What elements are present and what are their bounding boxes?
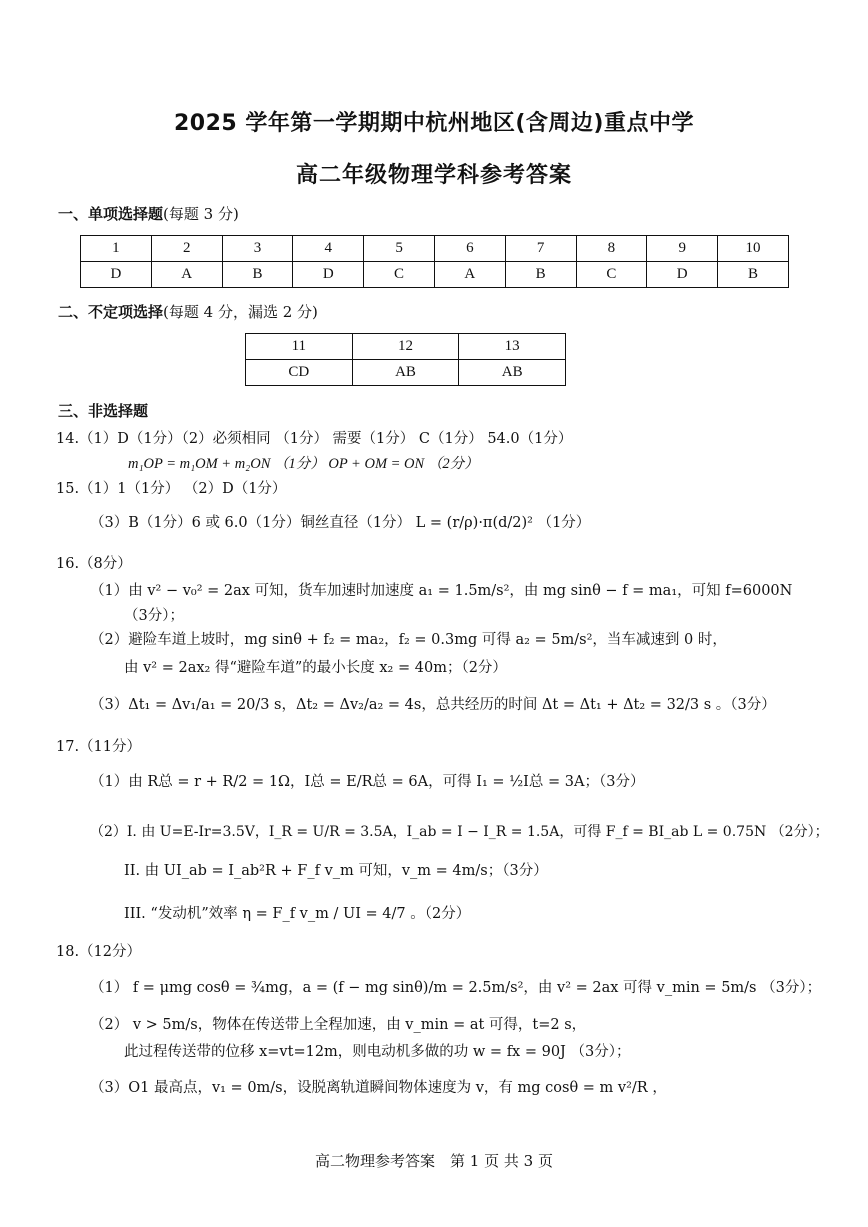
answer-line-14-2: m₁OP = m₁OM + m₂ON （1分） OP + OM = ON （2分）	[128, 456, 479, 472]
answer-line-16-head: 16.（8分）	[56, 556, 132, 572]
question-number: 11	[246, 334, 353, 360]
question-number: 13	[459, 334, 566, 360]
answer-cell: D	[647, 262, 718, 288]
table-row	[81, 262, 789, 288]
answer-cell: A	[434, 262, 505, 288]
question-number: 1	[81, 236, 152, 262]
section-1-heading	[58, 203, 239, 224]
answer-line-17-1: （1）由 R总 = r + R/2 = 1Ω，I总 = E/R总 = 6A，可得 I₁ = ½I总 = 3A；（3分）	[90, 774, 645, 790]
answer-line-15-2: （3）B（1分）6 或 6.0（1分）铜丝直径（1分） L = (r/ρ)·π(d/2)² （1分）	[90, 515, 591, 531]
answer-line-18-2: （2） v > 5m/s，物体在传送带上全程加速，由 v_min = at 可得，t=2 s，	[90, 1017, 587, 1033]
section-2-note: (每题 4 分，漏选 2 分)	[163, 303, 318, 321]
section-1-title: 一、单项选择题	[58, 205, 164, 223]
section-2-title: 二、不定项选择	[58, 303, 164, 321]
section-1-note: (每题 3 分)	[163, 205, 239, 223]
question-number: 2	[151, 236, 222, 262]
page-footer: 高二物理参考答案 第 1 页 共 3 页	[315, 1152, 553, 1170]
answer-cell: C	[364, 262, 435, 288]
answer-line-18-head: 18.（12分）	[56, 944, 142, 960]
answer-cell: B	[222, 262, 293, 288]
question-number: 12	[352, 334, 459, 360]
answer-cell: A	[151, 262, 222, 288]
table-row	[246, 360, 566, 386]
answer-cell: D	[293, 262, 364, 288]
answer-cell: C	[576, 262, 647, 288]
document-subtitle: 高二年级物理学科参考答案	[295, 163, 572, 188]
answer-line-18-2b: 此过程传送带的位移 x=vt=12m，则电动机多做的功 w = fx = 90J （3分）；	[124, 1044, 631, 1060]
question-number: 4	[293, 236, 364, 262]
section-3-heading: 三、非选择题	[58, 402, 149, 420]
question-number: 10	[718, 236, 789, 262]
answer-line-16-3: （3）Δt₁ = Δv₁/a₁ = 20/3 s，Δt₂ = Δv₂/a₂ = 4s，总共经历的时间 Δt = Δt₁ + Δt₂ = 32/3 s 。（3分）	[90, 697, 776, 713]
document-title: 2025 学年第一学期期中杭州地区(含周边)重点中学	[173, 111, 694, 136]
answer-table-1	[80, 235, 789, 288]
answer-line-16-2b: 由 v² = 2ax₂ 得“避险车道”的最小长度 x₂ = 40m；（2分）	[124, 660, 507, 676]
question-number: 6	[434, 236, 505, 262]
answer-cell: D	[81, 262, 152, 288]
answer-line-15-1: 15.（1）1（1分） （2）D（1分）	[56, 481, 287, 497]
question-number: 9	[647, 236, 718, 262]
answer-line-16-2: （2）避险车道上坡时，mg sinθ + f₂ = ma₂，f₂ = 0.3mg 可得 a₂ = 5m/s²，当车减速到 0 时，	[90, 632, 727, 648]
table-row	[81, 236, 789, 262]
question-number: 5	[364, 236, 435, 262]
answer-line-16-1: （1）由 v² − v₀² = 2ax 可知，货车加速时加速度 a₁ = 1.5m/s²，由 mg sinθ − f = ma₁，可知 f=6000N	[90, 583, 793, 599]
question-number: 7	[505, 236, 576, 262]
table-row	[246, 334, 566, 360]
answer-line-17-2c: III. “发动机”效率 η = F_f v_m / UI = 4/7 。（2分）	[124, 906, 471, 922]
answer-line-18-1: （1） f = μmg cosθ = ¾mg，a = (f − mg sinθ)/m = 2.5m/s²，由 v² = 2ax 可得 v_min = 5m/s （3分）；	[90, 980, 822, 996]
answer-line-18-3: （3）O1 最高点，v₁ = 0m/s，设脱离轨道瞬间物体速度为 v，有 mg cosθ = m v²/R ，	[90, 1080, 667, 1096]
answer-cell: AB	[459, 360, 566, 386]
answer-table-2	[245, 333, 566, 386]
question-number: 3	[222, 236, 293, 262]
question-number: 8	[576, 236, 647, 262]
answer-line-14-1: 14.（1）D（1分）（2）必须相同 （1分） 需要（1分） C（1分） 54.0（1分）	[56, 431, 573, 447]
answer-line-17-head: 17.（11分）	[56, 739, 142, 755]
section-2-heading	[58, 301, 318, 322]
answer-line-16-1b: （3分）；	[124, 608, 184, 624]
answer-cell: B	[718, 262, 789, 288]
answer-line-17-2b: II. 由 UI_ab = I_ab²R + F_f v_m 可知，v_m = 4m/s；（3分）	[124, 863, 548, 879]
answer-line-17-2: （2）I. 由 U=E-Ir=3.5V，I_R = U/R = 3.5A，I_ab = I − I_R = 1.5A，可得 F_f = BI_ab L = 0.75N （2分）；	[90, 824, 829, 840]
answer-cell: B	[505, 262, 576, 288]
answer-cell: AB	[352, 360, 459, 386]
answer-cell: CD	[246, 360, 353, 386]
